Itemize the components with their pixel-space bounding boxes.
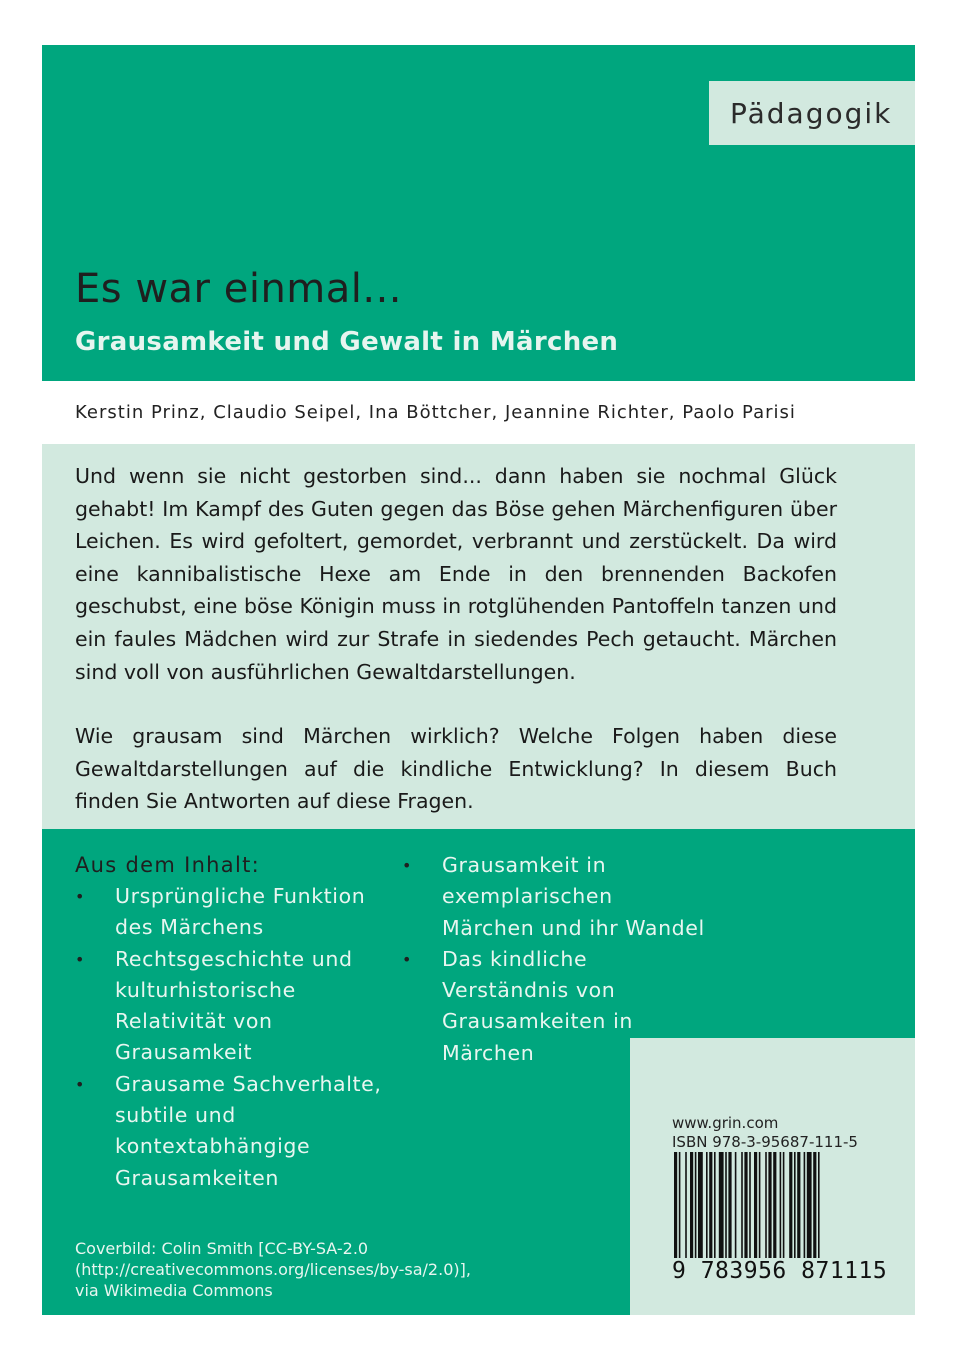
list-item-text: Rechtsgeschichte und kulturhistorische Relativität von Grausamkeit bbox=[115, 946, 353, 1065]
blurb-paragraph: Und wenn sie nicht gestorben sind... dann haben sie nochmal Glück gehabt! Im Kampf des Guten gegen das Böse gehen Märchenfiguren über Leichen. Es wird gefoltert, gemordet, verbrannt und zerstückelt. Da wird eine kannibalistische Hexe am Ende in den brennenden Backofen geschubst, eine böse Königin muss in rotglühenden Pantoffeln tanzen und ein faules Mädchen wird zur Strafe in siedendes Pech getaucht. Märchen sind voll von ausführlichen Gewaltdarstellungen. bbox=[75, 464, 837, 684]
list-item bbox=[75, 944, 405, 1069]
category-label: Pädagogik bbox=[709, 81, 915, 145]
bullet-icon: • bbox=[75, 949, 86, 969]
book-title: Es war einmal... bbox=[75, 266, 403, 312]
barcode-icon bbox=[672, 1152, 896, 1260]
barcode-digits: 9 783956 871115 bbox=[672, 1258, 888, 1284]
contents-list-right bbox=[402, 850, 712, 1069]
contents-heading: Aus dem Inhalt: bbox=[75, 853, 260, 877]
list-item bbox=[75, 881, 405, 944]
list-item-text: Ursprüngliche Funktion des Märchens bbox=[115, 884, 366, 940]
authors-line: Kerstin Prinz, Claudio Seipel, Ina Böttcher, Jeannine Richter, Paolo Parisi bbox=[75, 402, 796, 423]
list-item-text: Grausamkeit in exemplarischen Märchen und ihr Wandel bbox=[442, 853, 705, 940]
isbn-number: ISBN 978-3-95687-111-5 bbox=[672, 1133, 858, 1151]
list-item bbox=[75, 1069, 405, 1194]
publisher-website: www.grin.com bbox=[672, 1114, 779, 1132]
list-item-text: Grausame Sachverhalte, subtile und kontextabhängige Grausamkeiten bbox=[115, 1071, 382, 1190]
bullet-icon: • bbox=[402, 949, 413, 969]
list-item-text: Das kindliche Verständnis von Grausamkeiten in Märchen bbox=[442, 946, 633, 1065]
bullet-icon: • bbox=[75, 887, 86, 906]
blurb-paragraph: Wie grausam sind Märchen wirklich? Welche Folgen haben diese Gewaltdarstellungen auf die kindliche Entwicklung? In diesem Buch finden Sie Antworten auf diese Fragen. bbox=[75, 724, 837, 814]
cover-credit: Coverbild: Colin Smith [CC-BY-SA-2.0 (http://creativecommons.org/licenses/by-sa/2.0)], via Wikimedia Commons bbox=[75, 1239, 471, 1300]
bullet-icon: • bbox=[402, 856, 413, 875]
list-item bbox=[402, 850, 712, 944]
bullet-icon: • bbox=[75, 1074, 86, 1094]
book-subtitle: Grausamkeit und Gewalt in Märchen bbox=[75, 327, 619, 357]
contents-list-left bbox=[75, 881, 405, 1194]
